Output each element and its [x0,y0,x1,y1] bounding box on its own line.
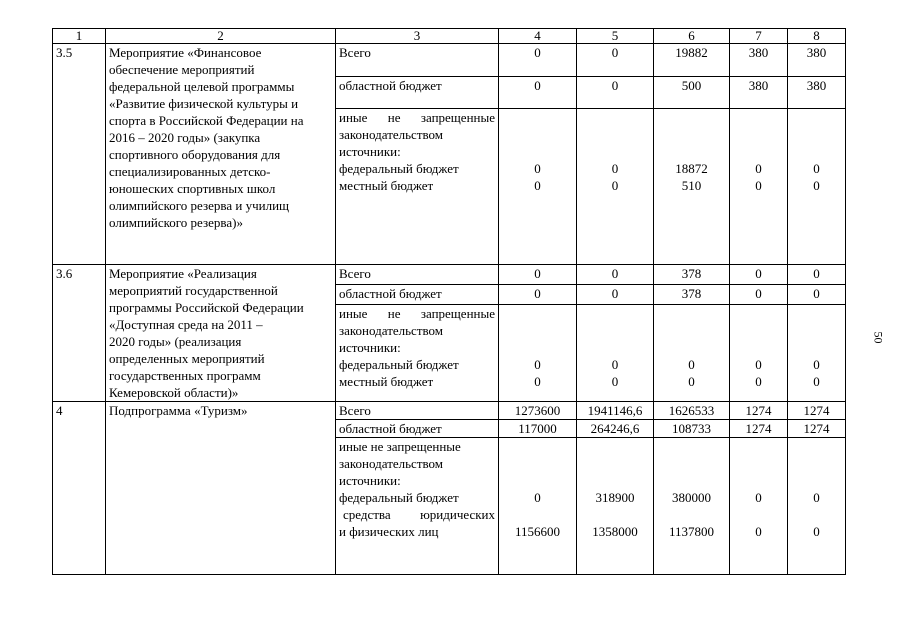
value-text: 0 [611,161,619,177]
value-cell [499,109,577,265]
row-name-line: «Доступная среда на 2011 – [109,317,263,332]
value-cell: 0 [577,265,654,285]
value-text: 0 [755,524,762,539]
value-cell: 1941146,6 [577,402,654,420]
value-cell: 500 [654,76,730,109]
value-text: 0 [813,178,820,194]
source-label-line: источники: [339,340,401,356]
value-cell: 378 [654,265,730,285]
value-cell: 1273600 [499,402,577,420]
source-label-line: средства юридических [343,507,495,522]
source-label-line: иные не запрещенные [339,439,461,454]
table-row [53,265,846,285]
source-label-line: местный бюджет [339,178,434,194]
page-number: 50 [871,331,886,344]
source-label: областной бюджет [336,76,499,109]
column-header: 2 [106,29,336,44]
value-text: 0 [755,178,762,194]
value-text: 318900 [595,490,635,505]
row-name-line: Мероприятие «Финансовое [109,45,262,60]
value-cell: 19882 [654,44,730,77]
budget-table [52,28,846,575]
value-cell: 0 [499,265,577,285]
row-name-line: мероприятий государственной [109,283,278,298]
value-cell: 380 [730,44,788,77]
value-text: 1156600 [514,524,561,539]
value-text: 0 [813,374,820,390]
value-cell: 1274 [730,402,788,420]
value-cell: 0 [577,44,654,77]
value-text: 1137800 [668,524,715,539]
source-label-line: федеральный бюджет [339,357,459,373]
row-name-line: юношеских спортивных школ [109,181,276,196]
value-text: 0 [813,161,820,177]
value-cell [577,305,654,402]
value-cell: 1626533 [654,402,730,420]
source-label [336,109,499,265]
row-name-line: определенных мероприятий [109,351,265,366]
value-cell: 117000 [499,420,577,438]
value-text: 0 [534,178,541,194]
value-cell: 380 [788,76,846,109]
row-name-line: олимпийского резерва и училищ [109,198,290,213]
value-text: 0 [755,161,762,177]
value-text: 0 [611,374,619,390]
row-name [106,265,336,402]
row-name [106,44,336,265]
row-name-line: «Развитие физической культуры и [109,96,299,111]
row-name-line: федеральной целевой программы [109,79,295,94]
value-cell: 0 [577,285,654,305]
source-label: областной бюджет [336,285,499,305]
value-cell: 380 [788,44,846,77]
source-label-line: местный бюджет [339,374,434,390]
row-name-line: Подпрограмма «Туризм» [109,403,248,418]
row-name-line: 2020 годы» (реализация [109,334,242,349]
source-label-line: федеральный бюджет [339,490,459,505]
source-label-line: законодательством [339,127,444,143]
value-cell [654,109,730,265]
row-code: 4 [53,402,106,575]
value-cell [788,305,846,402]
value-cell [730,109,788,265]
value-cell [730,438,788,575]
column-header: 4 [499,29,577,44]
source-label [336,305,499,402]
value-cell [499,438,577,575]
value-cell: 0 [730,265,788,285]
value-text: 0 [813,524,820,539]
source-label-line: и физических лиц [339,524,439,539]
value-cell: 1274 [788,402,846,420]
value-cell [577,109,654,265]
value-text: 510 [681,178,702,194]
value-cell: 0 [499,285,577,305]
source-label: Всего [336,402,499,420]
column-header: 1 [53,29,106,44]
value-cell: 378 [654,285,730,305]
value-cell [577,438,654,575]
value-text: 0 [813,357,820,373]
value-text: 0 [755,357,762,373]
row-code: 3.6 [53,265,106,402]
value-text: 0 [611,357,619,373]
value-text: 0 [688,357,695,373]
value-text: 0 [755,374,762,390]
value-text: 0 [813,490,820,505]
value-cell [788,438,846,575]
value-text: 0 [755,490,762,505]
value-text: 18872 [675,161,708,177]
value-text: 380000 [672,490,711,505]
column-header: 8 [788,29,846,44]
value-cell: 1274 [788,420,846,438]
column-header: 3 [336,29,499,44]
value-cell: 264246,6 [577,420,654,438]
header-row [53,29,846,44]
table-row [53,402,846,420]
value-cell [730,305,788,402]
value-text: 1358000 [592,524,638,539]
value-cell [788,109,846,265]
source-label: Всего [336,265,499,285]
row-name-line: Мероприятие «Реализация [109,266,257,281]
source-label-line: федеральный бюджет [339,161,459,177]
value-text: 0 [688,374,695,390]
row-name-line: обеспечение мероприятий [109,62,255,77]
value-text: 0 [534,374,541,390]
row-code: 3.5 [53,44,106,265]
column-header: 7 [730,29,788,44]
value-cell [499,305,577,402]
row-name-line: специализированных детско- [109,164,271,179]
column-header: 5 [577,29,654,44]
value-text: 0 [611,178,619,194]
source-label-line: источники: [339,473,401,488]
table-row [53,44,846,77]
source-label-line: законодательством [339,456,444,471]
value-cell: 0 [788,285,846,305]
row-name-line: программы Российской Федерации [109,300,304,315]
value-cell: 108733 [654,420,730,438]
value-cell: 0 [730,285,788,305]
source-label-line: источники: [339,144,401,160]
value-cell: 0 [499,44,577,77]
row-name-line: спортивного оборудования для [109,147,281,162]
row-name-line: спорта в Российской Федерации на [109,113,304,128]
value-text: 0 [534,490,541,505]
source-label-line: иные не запрещенные [339,110,495,126]
source-label-line: законодательством [339,323,444,339]
source-label: Всего [336,44,499,77]
row-name-line: Кемеровской области)» [109,385,239,400]
value-cell: 0 [577,76,654,109]
row-name-line: государственных программ [109,368,261,383]
value-cell [654,305,730,402]
value-cell: 380 [730,76,788,109]
value-text: 0 [534,357,541,373]
value-cell: 1274 [730,420,788,438]
value-text: 0 [534,161,541,177]
row-name [106,402,336,575]
source-label: областной бюджет [336,420,499,438]
source-label-line: иные не запрещенные [339,306,495,322]
column-header: 6 [654,29,730,44]
value-cell: 0 [499,76,577,109]
source-label [336,438,499,575]
value-cell [654,438,730,575]
value-cell: 0 [788,265,846,285]
row-name-line: олимпийского резерва)» [109,215,243,230]
row-name-line: 2016 – 2020 годы» (закупка [109,130,261,145]
